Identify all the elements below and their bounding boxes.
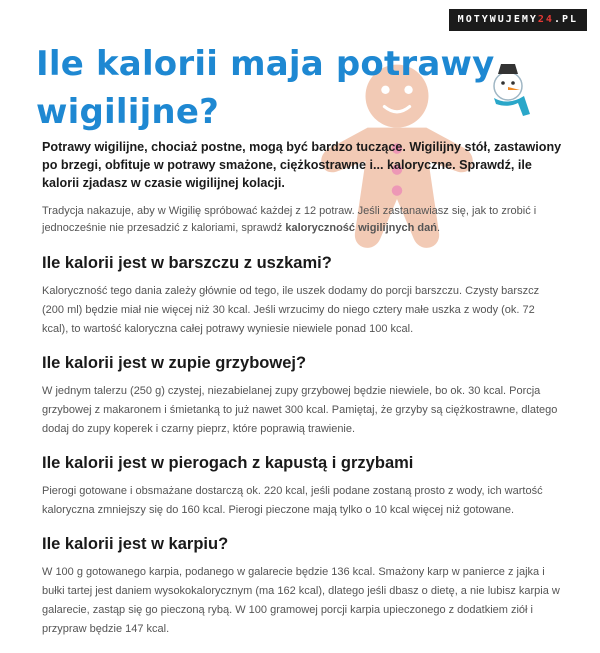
article-content [42, 138, 562, 653]
lead-text-end: . [436, 222, 441, 234]
article-intro: Potrawy wigilijne, chociaż postne, mogą być bardzo tuczące. Wigilijny stół, zastawiony po brzegi, obfituje w potrawy smażone, ciężkostrawne i... kaloryczne. Sprawdź, ile kalorii zjadasz w czasie wigilijnej kolacji. [42, 140, 562, 190]
section-heading: Ile kalorii jest w pierogach z kapustą i grzybami [42, 454, 414, 472]
section-pierogi [42, 453, 562, 520]
article-lead [42, 203, 562, 237]
section-zupa-grzybowa [42, 353, 562, 439]
section-body: Pierogi gotowane i obsmażane dostarczą ok. 220 kcal, jeśli podane zostaną prosto z wody, ich wartość kaloryczna zmniejszy się do 160 kcal. Pierogi pieczone mają tylko o 10 kcal więcej niż gotowane. [42, 485, 543, 516]
lead-text: Tradycja nakazuje, aby w Wigilię spróbować każdej z 12 potraw. Jeśli zastanawiasz się, jak to zrobić i jednocześnie nie przesadzić z kaloriami, sprawdź [42, 205, 537, 234]
brand-name-accent: 24 [537, 14, 554, 25]
section-body: Kaloryczność tego dania zależy głównie od tego, ile uszek dodamy do porcji barszczu. Czysty barszcz (200 ml) będzie miał nie więcej niż 30 kcal. Jeśli wrzucimy do niego cztery małe uszka z wody (ok. 72 kcal), to wartość kaloryczna całej potrawy wyniesie niewiele ponad 100 kcal. [42, 285, 540, 335]
section-heading: Ile kalorii jest w zupie grzybowej? [42, 354, 307, 372]
article-title: Ile kalorii maja potrawy wigilijne? [36, 44, 495, 132]
section-karp [42, 534, 562, 639]
section-heading: Ile kalorii jest w karpiu? [42, 535, 229, 553]
lead-bold-text: kaloryczność wigilijnych dań [285, 222, 437, 234]
brand-name-suffix: .PL [553, 14, 578, 25]
section-barszcz [42, 253, 562, 339]
section-body: W jednym talerzu (250 g) czystej, niezabielanej zupy grzybowej będzie niewiele, bo ok. 30 kcal. Porcja grzybowej z makaronem i śmietanką to już nawet 300 kcal. Pamiętaj, że grzyby są ciężkostrawne, dlatego dodaj do zupy koperek i czarny pieprz, które poprawią trawienie. [42, 385, 558, 435]
brand-name: MOTYWUJEMY [457, 14, 538, 25]
section-body: W 100 g gotowanego karpia, podanego w galarecie będzie 136 kcal. Smażony karp w panierce z jajka i bułki tartej jest daniem wysokokalorycznym (ma 162 kcal), dlatego jeśli dbasz o dietę, a nie lubisz karpia w galarecie, zastąp się go pieczoną rybą. W 100 gramowej porcji karpia upieczonego z dodatkiem ziół i przypraw będzie 147 kcal. [42, 566, 560, 635]
section-heading: Ile kalorii jest w barszczu z uszkami? [42, 254, 332, 272]
brand-logo [449, 9, 587, 31]
